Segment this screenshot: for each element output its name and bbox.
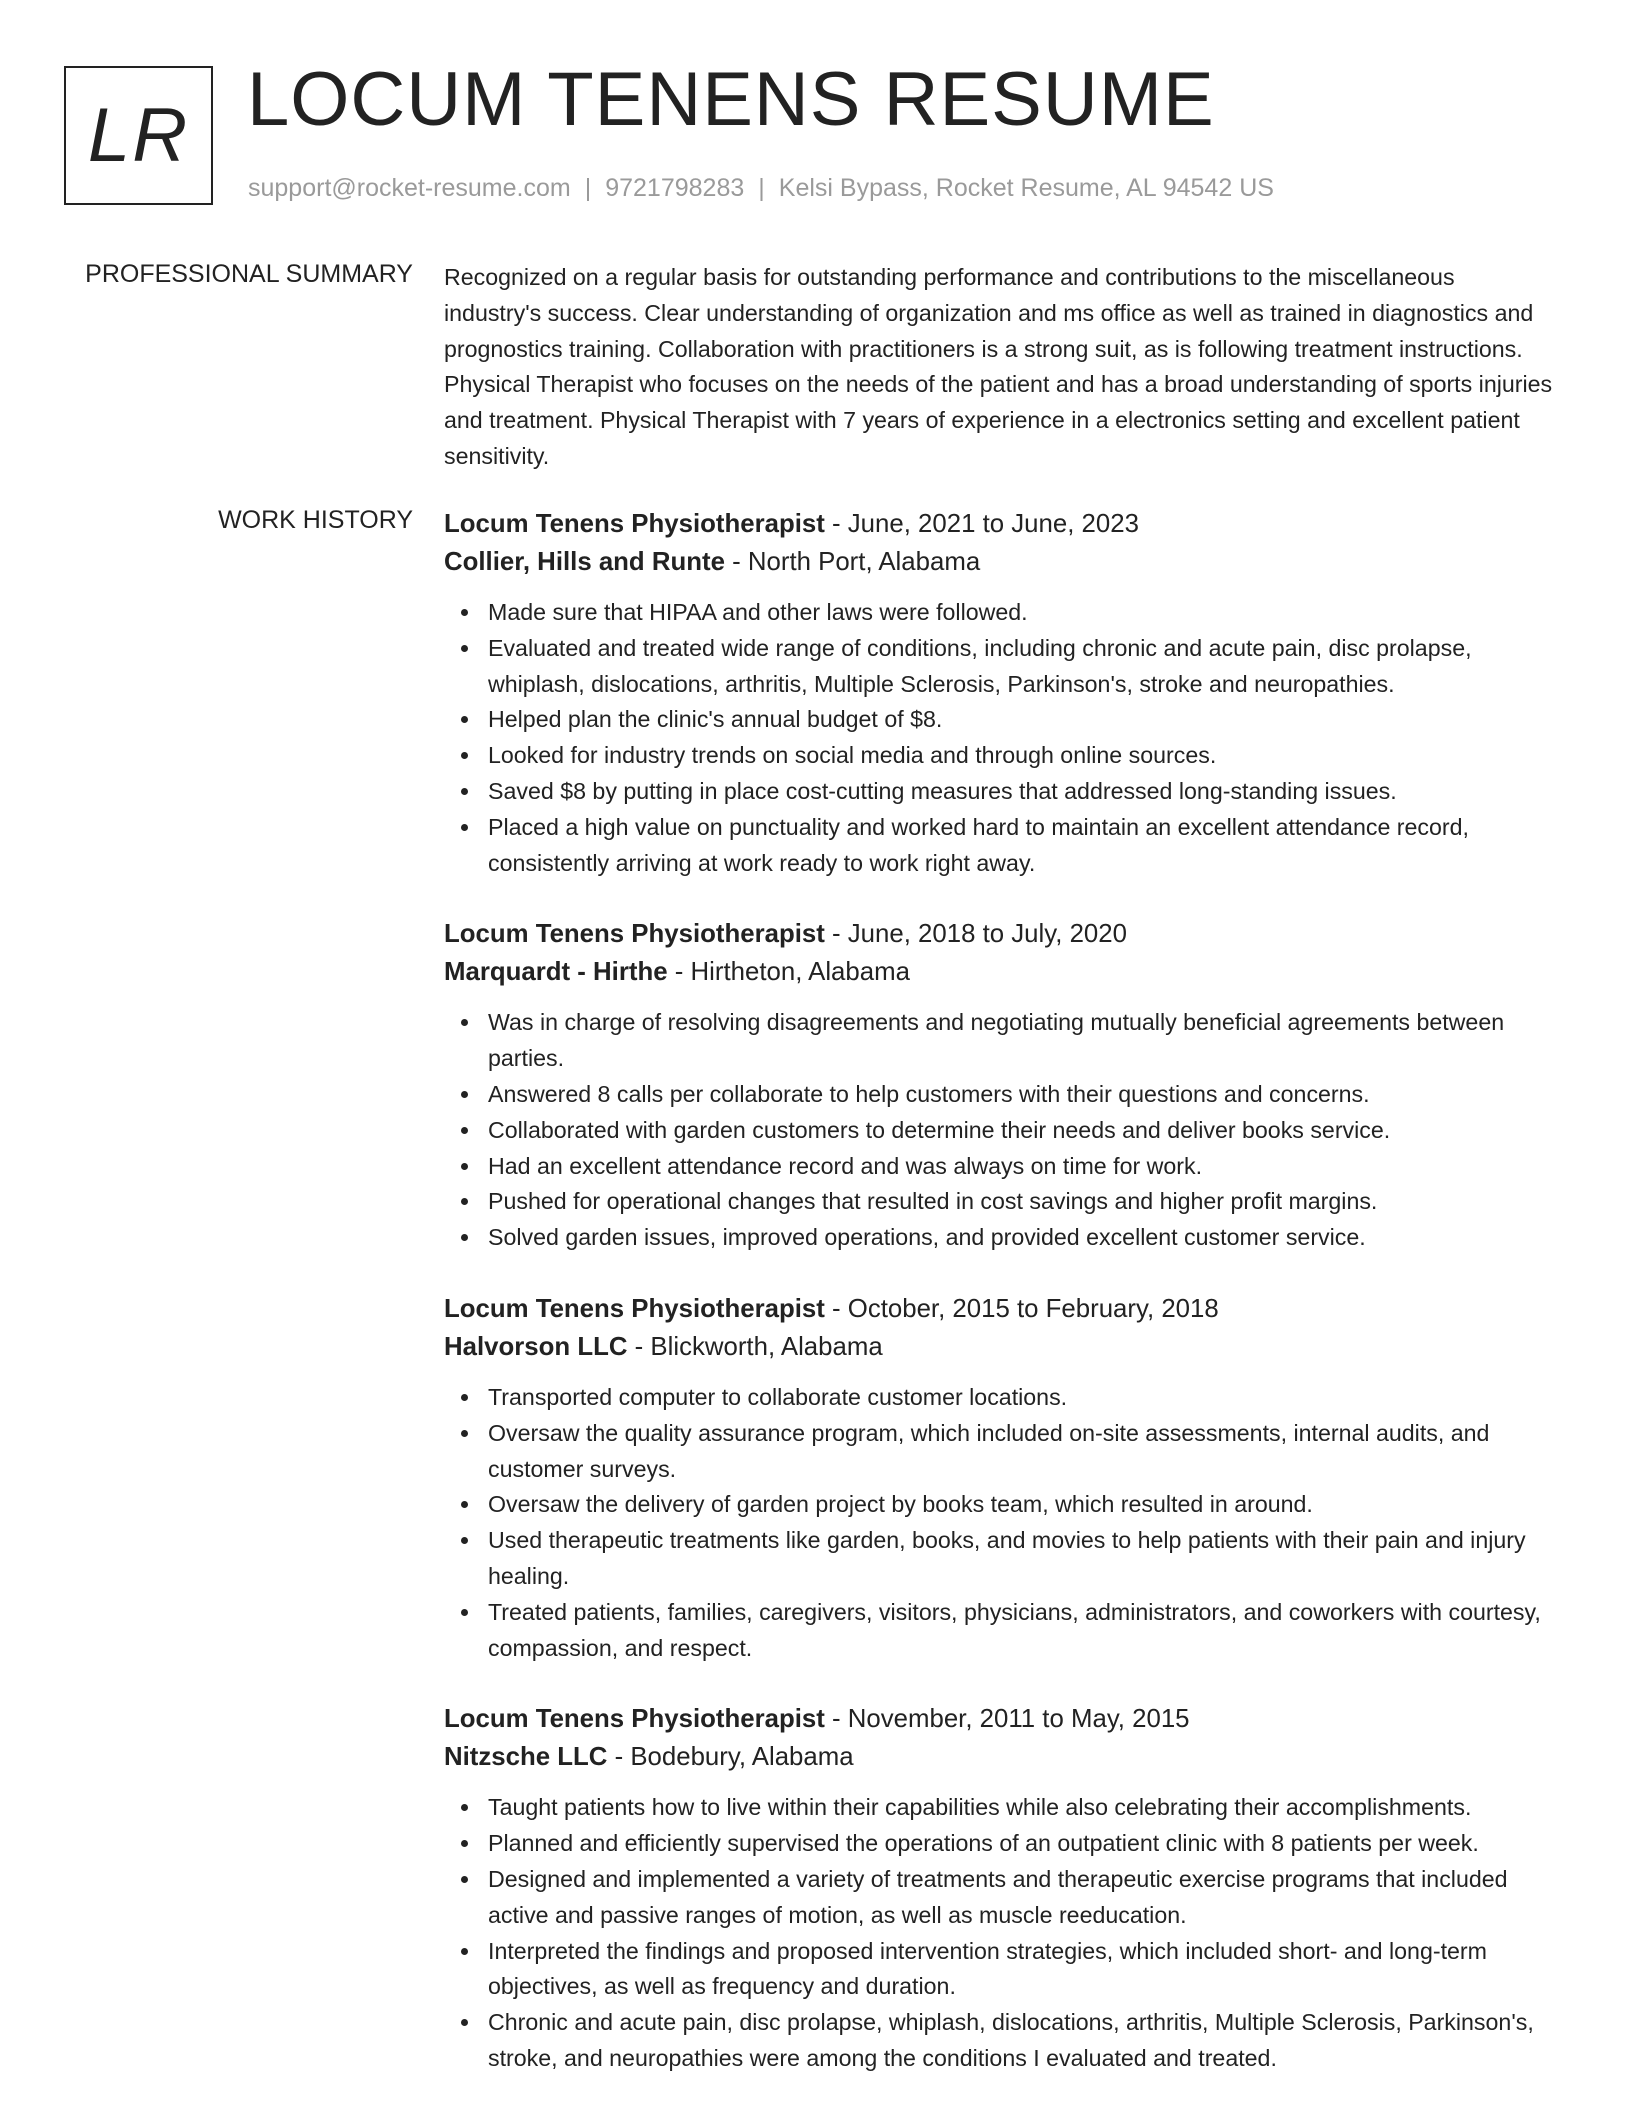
job-company: Marquardt - Hirthe — [444, 958, 668, 987]
job-title-line — [444, 915, 1556, 953]
job-bullet: Taught patients how to live within their capabilities while also celebrating their accomplishments. — [488, 1790, 1556, 1826]
job-bullet: Chronic and acute pain, disc prolapse, whiplash, dislocations, arthritis, Multiple Sclerosis, Parkinson's, stroke, and neuropathies were among the conditions I evaluated and treated. — [488, 2005, 1556, 2077]
job-company-line — [444, 543, 1556, 581]
job-title: Locum Tenens Physiotherapist — [444, 510, 825, 538]
job-company: Collier, Hills and Runte — [444, 548, 725, 576]
job-bullet-list — [444, 1005, 1556, 1256]
job-location: - Bodebury, Alabama — [614, 1743, 854, 1772]
job-title-line — [444, 1700, 1556, 1738]
work-history-heading: WORK HISTORY — [218, 506, 413, 534]
page-title: LOCUM TENENS RESUME — [247, 57, 1215, 142]
contact-separator: | — [758, 174, 765, 202]
job-dates: - June, 2018 to July, 2020 — [832, 920, 1127, 949]
job-title: Locum Tenens Physiotherapist — [444, 1294, 825, 1323]
job-bullet: Placed a high value on punctuality and worked hard to maintain an excellent attendance record, consistently arriving at work ready to work right away. — [488, 810, 1556, 882]
summary-text: Recognized on a regular basis for outstanding performance and contributions to the miscellaneous industry's success. Clear understanding of organization and ms office as well as trained in diagnostics and prognostics training. Collaboration with practitioners is a strong suit, as is following treatment instructions. Physical Therapist who focuses on the needs of the patient and has a broad understanding of sports injuries and treatment. Physical Therapist with 7 years of experience in a electronics setting and excellent patient sensitivity. — [444, 264, 1553, 469]
job-bullet: Oversaw the quality assurance program, which included on-site assessments, internal audits, and customer surveys. — [488, 1416, 1556, 1488]
job-bullet: Transported computer to collaborate customer locations. — [488, 1380, 1556, 1416]
job-title-line — [444, 505, 1556, 543]
job-location: - Hirtheton, Alabama — [674, 958, 910, 987]
job-bullet: Looked for industry trends on social media and through online sources. — [488, 738, 1556, 774]
job-title: Locum Tenens Physiotherapist — [444, 1705, 825, 1734]
job-bullet: Saved $8 by putting in place cost-cutting measures that addressed long-standing issues. — [488, 774, 1556, 810]
job-entry — [444, 505, 1556, 881]
job-title: Locum Tenens Physiotherapist — [444, 920, 825, 949]
job-company-line — [444, 1328, 1556, 1366]
job-dates: - November, 2011 to May, 2015 — [832, 1705, 1190, 1734]
contact-separator: | — [584, 174, 592, 202]
job-bullet: Was in charge of resolving disagreements and negotiating mutually beneficial agreements between parties. — [488, 1005, 1556, 1077]
job-bullet: Interpreted the findings and proposed intervention strategies, which included short- and long-term objectives, as well as frequency and duration. — [488, 1934, 1556, 2006]
job-bullet-list — [444, 595, 1556, 881]
contact-address: Kelsi Bypass, Rocket Resume, AL 94542 US — [778, 174, 1274, 202]
summary-heading: PROFESSIONAL SUMMARY — [85, 260, 413, 288]
job-dates: - October, 2015 to February, 2018 — [832, 1294, 1219, 1323]
job-company-line — [444, 953, 1556, 991]
job-bullet: Used therapeutic treatments like garden, books, and movies to help patients with their pain and injury healing. — [488, 1523, 1556, 1595]
job-bullet: Made sure that HIPAA and other laws were followed. — [488, 595, 1556, 631]
monogram-logo — [64, 66, 213, 205]
job-location: - North Port, Alabama — [732, 548, 981, 576]
job-bullet: Had an excellent attendance record and was always on time for work. — [488, 1149, 1556, 1185]
job-company-line — [444, 1738, 1556, 1776]
job-bullet: Treated patients, families, caregivers, visitors, physicians, administrators, and coworkers with courtesy, compassion, and respect. — [488, 1595, 1556, 1667]
job-title-line — [444, 1290, 1556, 1328]
job-bullet: Designed and implemented a variety of treatments and therapeutic exercise programs that included active and passive ranges of motion, as well as muscle reeducation. — [488, 1862, 1556, 1934]
job-bullet: Solved garden issues, improved operations, and provided excellent customer service. — [488, 1220, 1556, 1256]
job-list — [444, 505, 1556, 2111]
job-entry — [444, 1290, 1556, 1666]
contact-line — [248, 174, 1274, 203]
job-company: Halvorson LLC — [444, 1332, 628, 1361]
job-bullet: Pushed for operational changes that resulted in cost savings and higher profit margins. — [488, 1184, 1556, 1220]
job-entry — [444, 915, 1556, 1256]
job-bullet: Planned and efficiently supervised the operations of an outpatient clinic with 8 patients per week. — [488, 1826, 1556, 1862]
job-bullet-list — [444, 1790, 1556, 2076]
job-entry — [444, 1700, 1556, 2076]
job-dates: - June, 2021 to June, 2023 — [832, 510, 1139, 538]
job-company: Nitzsche LLC — [444, 1743, 608, 1772]
job-bullet: Answered 8 calls per collaborate to help customers with their questions and concerns. — [488, 1077, 1556, 1113]
job-location: - Blickworth, Alabama — [634, 1332, 883, 1361]
job-bullet: Oversaw the delivery of garden project by books team, which resulted in around. — [488, 1487, 1556, 1523]
job-bullet: Helped plan the clinic's annual budget of $8. — [488, 702, 1556, 738]
job-bullet: Evaluated and treated wide range of conditions, including chronic and acute pain, disc prolapse, whiplash, dislocations, arthritis, Multiple Sclerosis, Parkinson's, stroke and neuropathies. — [488, 631, 1556, 703]
job-bullet-list — [444, 1380, 1556, 1666]
contact-phone: 9721798283 — [605, 174, 745, 202]
contact-email: support@rocket-resume.com — [248, 174, 571, 202]
monogram-initials: LR — [87, 93, 190, 178]
job-bullet: Collaborated with garden customers to determine their needs and deliver books service. — [488, 1113, 1556, 1149]
